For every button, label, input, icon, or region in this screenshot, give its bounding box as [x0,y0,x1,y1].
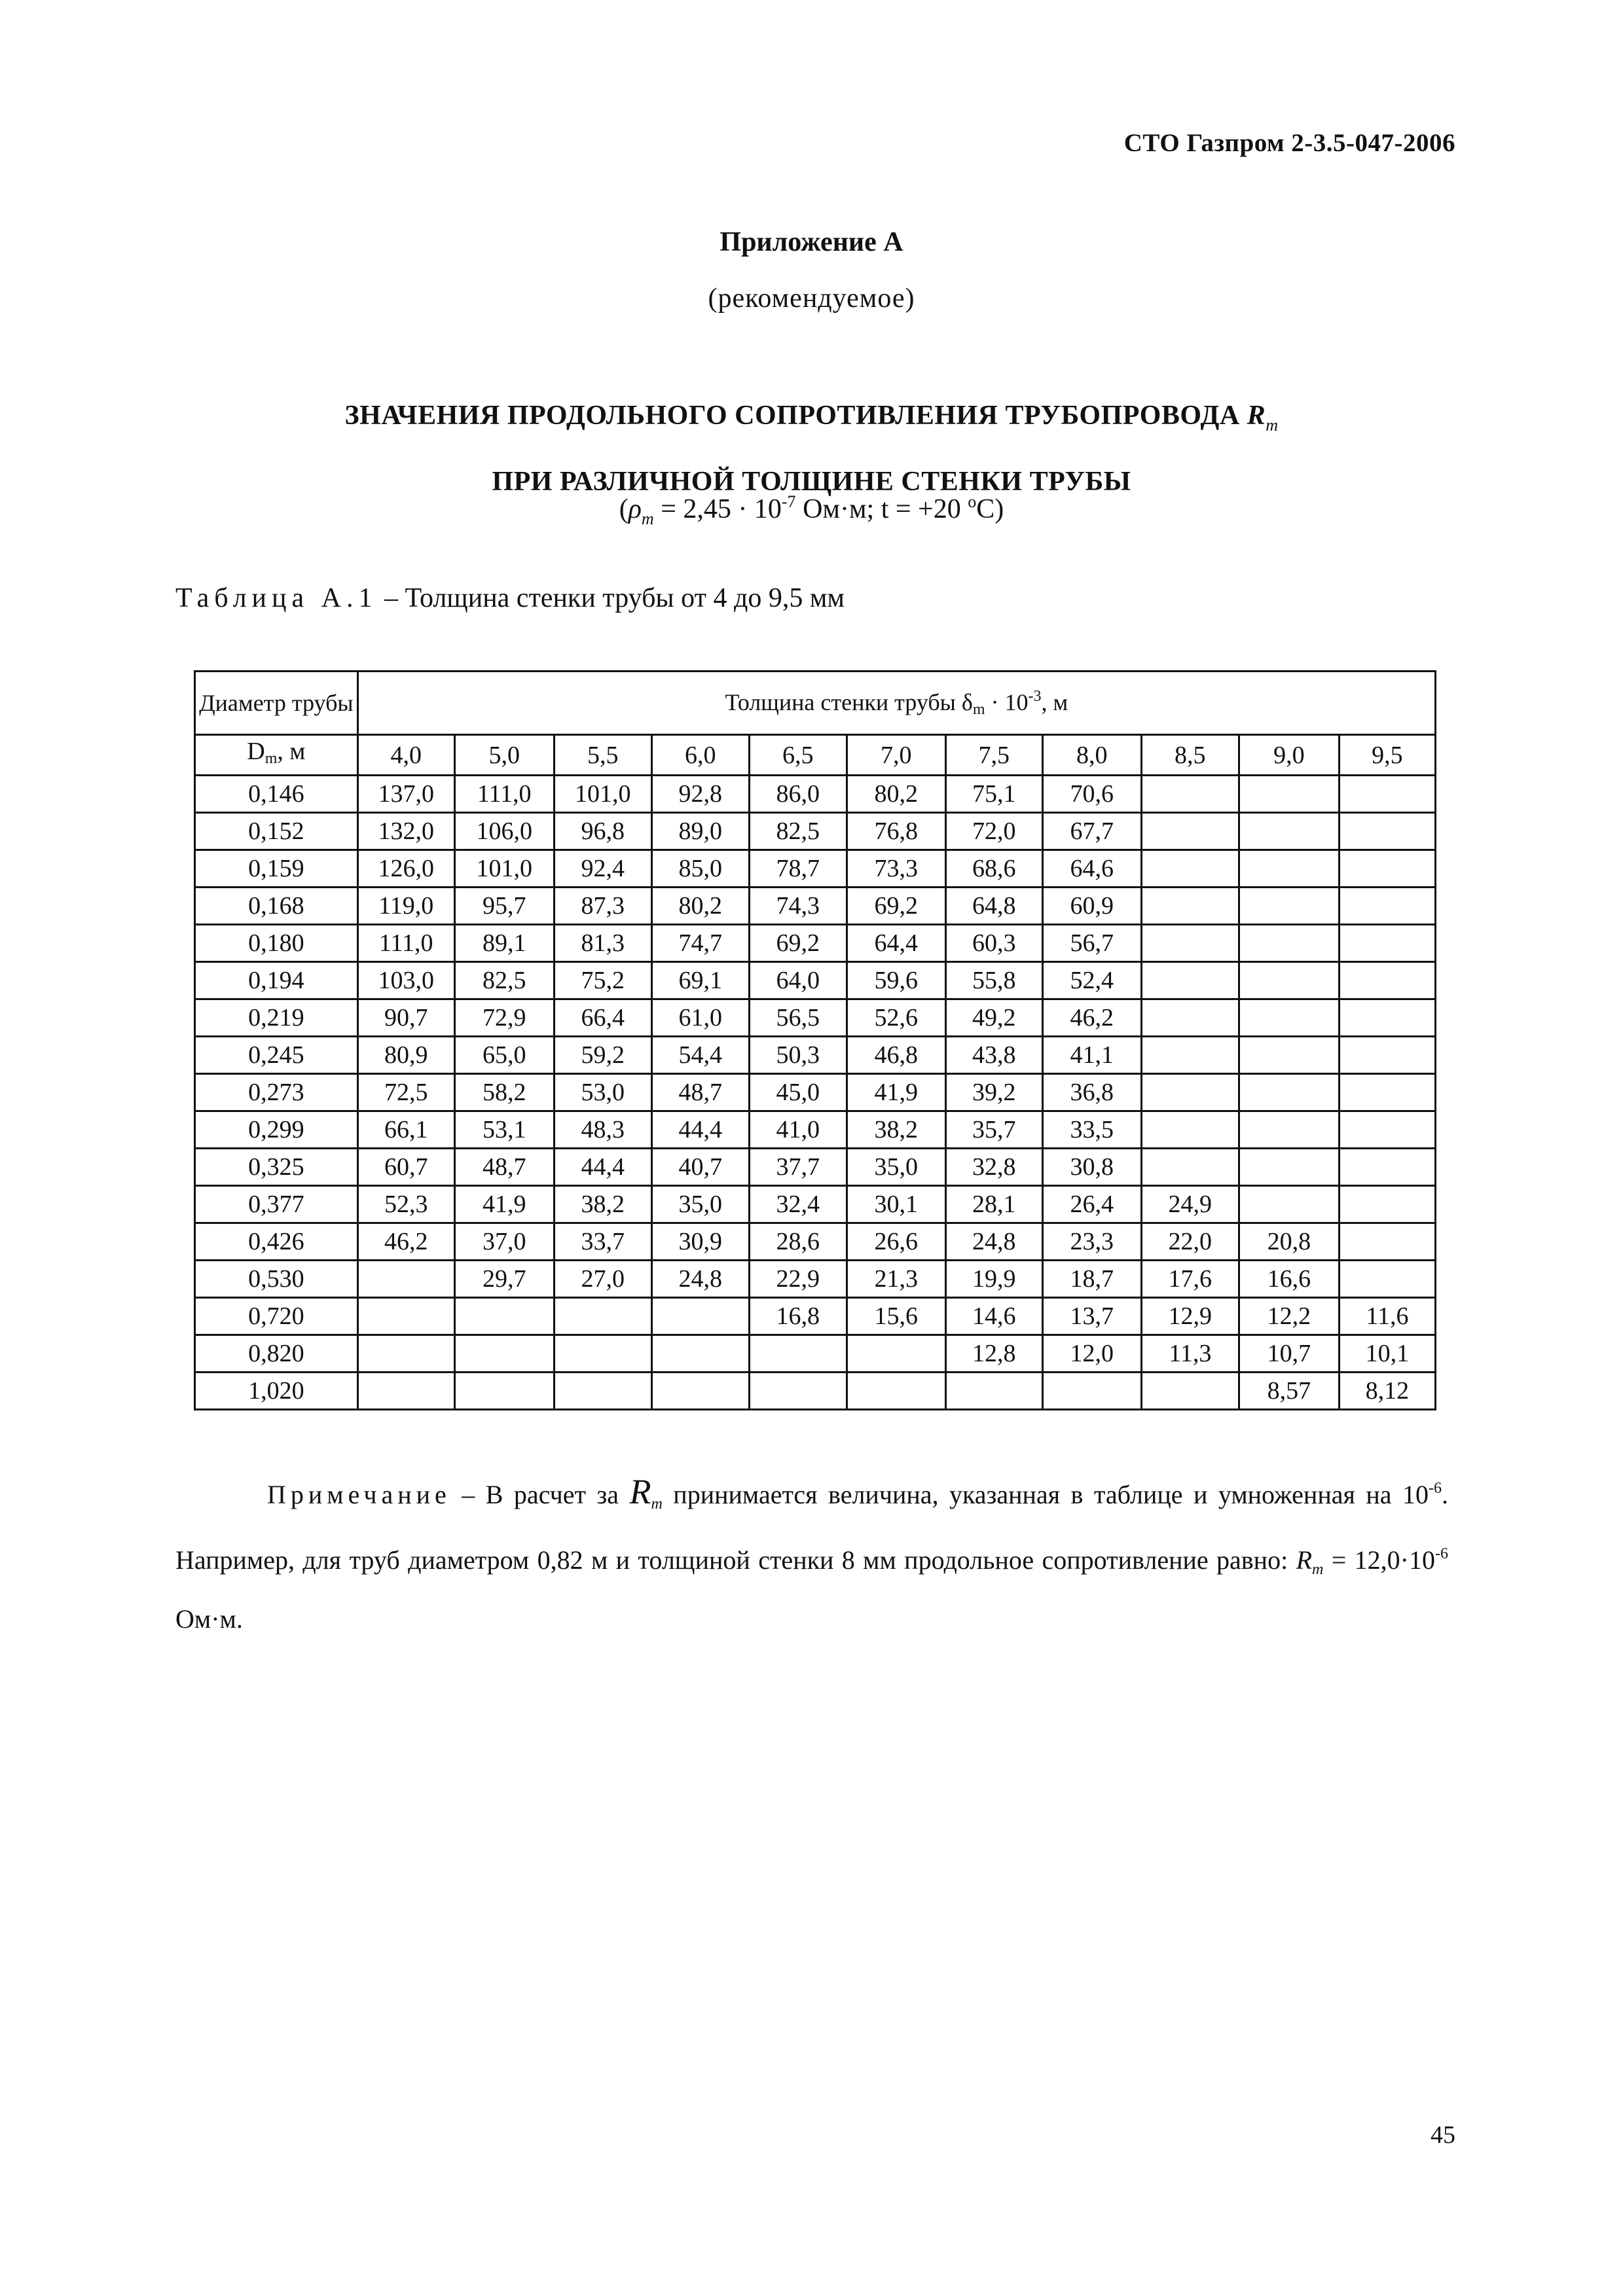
resistance-cell: 66,1 [357,1111,454,1149]
resistance-cell [847,1335,945,1372]
table-header-row [195,672,1436,735]
resistance-cell: 73,3 [847,850,945,888]
thickness-col-header: 4,0 [357,735,454,776]
resistance-cell: 37,0 [454,1223,554,1261]
resistance-cell [454,1298,554,1335]
resistance-cell: 35,0 [847,1149,945,1186]
resistance-cell [1339,1111,1435,1149]
resistance-cell: 82,5 [749,813,847,850]
resistance-cell: 60,3 [945,925,1042,962]
resistance-cell [651,1298,749,1335]
resistance-cell: 45,0 [749,1074,847,1111]
table-body [195,776,1436,1410]
resistance-cell: 44,4 [651,1111,749,1149]
diameter-cell: 0,273 [195,1074,358,1111]
resistance-cell: 119,0 [357,888,454,925]
resistance-cell: 96,8 [554,813,651,850]
resistance-cell [1339,813,1435,850]
resistance-cell: 35,7 [945,1111,1042,1149]
resistance-cell: 35,0 [651,1186,749,1223]
resistance-cell: 80,2 [847,776,945,813]
resistance-cell: 37,7 [749,1149,847,1186]
table-row [195,888,1436,925]
resistance-cell: 53,1 [454,1111,554,1149]
diameter-cell: 0,219 [195,999,358,1037]
resistance-cell [1239,1074,1339,1111]
resistance-cell: 103,0 [357,962,454,999]
resistance-cell [1141,999,1239,1037]
resistance-cell: 48,7 [651,1074,749,1111]
resistance-cell: 46,2 [357,1223,454,1261]
table-caption-label: Таблица А.1 [175,583,378,613]
resistance-cell: 137,0 [357,776,454,813]
resistance-cell: 14,6 [945,1298,1042,1335]
resistance-cell: 101,0 [554,776,651,813]
resistance-cell [1339,962,1435,999]
table-row [195,1037,1436,1074]
resistance-cell [1239,1037,1339,1074]
resistance-cell: 38,2 [847,1111,945,1149]
resistance-cell [1239,1149,1339,1186]
table-row [195,1223,1436,1261]
resistance-cell: 44,4 [554,1149,651,1186]
diameter-cell: 0,325 [195,1149,358,1186]
main-title-line-1: ЗНАЧЕНИЯ ПРОДОЛЬНОГО СОПРОТИВЛЕНИЯ ТРУБОПРОВОДА $R_m$ [344,401,1279,435]
resistance-cell [1339,925,1435,962]
table-row [195,776,1436,813]
thickness-col-header: 6,0 [651,735,749,776]
diameter-cell: 0,180 [195,925,358,962]
resistance-cell: 52,3 [357,1186,454,1223]
table-row [195,1261,1436,1298]
resistance-cell: 59,6 [847,962,945,999]
resistance-cell: 49,2 [945,999,1042,1037]
resistance-cell [1239,850,1339,888]
resistance-cell: 33,5 [1042,1111,1141,1149]
resistance-cell: 24,8 [945,1223,1042,1261]
resistance-cell: 64,6 [1042,850,1141,888]
resistance-cell [1339,888,1435,925]
resistance-cell: 69,2 [749,925,847,962]
resistance-cell: 8,57 [1239,1372,1339,1410]
note-paragraph: Примечание – В расчет за $R_m$ принимается величина, указанная в таблице и умноженная на $10^{-6}$. Например, для труб диаметром 0,82 м и толщиной стенки 8 мм продольное сопротивление равно: $R_m = 12,0\cdot 10^{-6}$ Ом·м. [175,1472,1448,1634]
resistance-cell: 61,0 [651,999,749,1037]
resistance-cell [1141,1372,1239,1410]
appendix-title: Приложение А [720,227,903,257]
resistance-cell: 58,2 [454,1074,554,1111]
resistance-cell: 90,7 [357,999,454,1037]
resistance-cell: 30,9 [651,1223,749,1261]
table-row [195,813,1436,850]
resistance-cell [1239,962,1339,999]
thickness-values-row [195,735,1436,776]
resistance-cell: 12,2 [1239,1298,1339,1335]
table-row [195,1335,1436,1372]
resistance-cell [357,1372,454,1410]
resistance-cell: 20,8 [1239,1223,1339,1261]
resistance-cell: 48,7 [454,1149,554,1186]
diameter-cell: 0,194 [195,962,358,999]
resistance-cell: 11,3 [1141,1335,1239,1372]
resistance-cell: 89,0 [651,813,749,850]
resistance-cell: 52,6 [847,999,945,1037]
diameter-cell: 0,530 [195,1261,358,1298]
resistance-cell: 85,0 [651,850,749,888]
resistance-cell: 38,2 [554,1186,651,1223]
diameter-cell: 0,146 [195,776,358,813]
resistance-cell: 92,8 [651,776,749,813]
resistance-cell [1339,850,1435,888]
resistance-cell: 126,0 [357,850,454,888]
table-row [195,850,1436,888]
resistance-cell [1339,1037,1435,1074]
resistance-cell [1141,1149,1239,1186]
resistance-cell: 8,12 [1339,1372,1435,1410]
thickness-col-header: 5,5 [554,735,651,776]
resistance-cell: 40,7 [651,1149,749,1186]
resistance-cell: 29,7 [454,1261,554,1298]
table-row [195,1298,1436,1335]
document-code: СТО Газпром 2-3.5-047-2006 [1123,129,1455,157]
resistance-cell [1239,813,1339,850]
resistance-cell [1339,1186,1435,1223]
resistance-cell [1239,888,1339,925]
table-row [195,999,1436,1037]
resistance-cell: 65,0 [454,1037,554,1074]
resistance-cell: 80,2 [651,888,749,925]
resistance-cell: 70,6 [1042,776,1141,813]
resistance-cell [1339,1149,1435,1186]
resistance-cell: 64,8 [945,888,1042,925]
diameter-cell: 1,020 [195,1372,358,1410]
table-row [195,1186,1436,1223]
page-number: 45 [1431,2121,1455,2149]
resistance-cell: 41,1 [1042,1037,1141,1074]
resistance-cell [1239,999,1339,1037]
resistance-cell: 66,4 [554,999,651,1037]
resistance-cell: 50,3 [749,1037,847,1074]
resistance-cell: 43,8 [945,1037,1042,1074]
diameter-cell: 0,377 [195,1186,358,1223]
diameter-cell: 0,168 [195,888,358,925]
resistance-cell [1141,925,1239,962]
resistance-cell: 10,7 [1239,1335,1339,1372]
resistance-cell [554,1372,651,1410]
resistance-cell: 87,3 [554,888,651,925]
resistance-cell: 33,7 [554,1223,651,1261]
resistance-cell [357,1298,454,1335]
resistance-cell: 69,2 [847,888,945,925]
resistance-cell [1141,813,1239,850]
resistance-cell: 12,8 [945,1335,1042,1372]
resistance-cell: 24,9 [1141,1186,1239,1223]
resistance-cell [1339,1261,1435,1298]
resistance-cell: 18,7 [1042,1261,1141,1298]
formula-line: ($\rho_m = 2,45 \cdot 10^{-7}$ Ом·м; t = +20 $^о$С) [619,492,1004,528]
resistance-cell: 75,1 [945,776,1042,813]
resistance-cell: 27,0 [554,1261,651,1298]
resistance-cell [1141,888,1239,925]
resistance-cell: 12,0 [1042,1335,1141,1372]
resistance-cell: 30,8 [1042,1149,1141,1186]
diameter-cell: 0,820 [195,1335,358,1372]
resistance-cell: 26,6 [847,1223,945,1261]
resistance-cell: 32,4 [749,1186,847,1223]
resistance-cell: 69,1 [651,962,749,999]
resistance-cell: 46,2 [1042,999,1141,1037]
table-row [195,925,1436,962]
resistance-cell: 106,0 [454,813,554,850]
table-row [195,962,1436,999]
resistance-cell: 72,9 [454,999,554,1037]
resistance-cell: 54,4 [651,1037,749,1074]
resistance-cell: 132,0 [357,813,454,850]
resistance-cell: 74,3 [749,888,847,925]
table-row [195,1111,1436,1149]
resistance-cell [945,1372,1042,1410]
resistance-cell: 60,7 [357,1149,454,1186]
resistance-cell: 15,6 [847,1298,945,1335]
resistance-cell: 11,6 [1339,1298,1435,1335]
resistance-cell: 36,8 [1042,1074,1141,1111]
resistance-cell [1141,1037,1239,1074]
resistance-cell: 23,3 [1042,1223,1141,1261]
resistance-cell: 95,7 [454,888,554,925]
diameter-cell: 0,720 [195,1298,358,1335]
resistance-cell: 21,3 [847,1261,945,1298]
resistance-cell: 24,8 [651,1261,749,1298]
resistance-cell: 64,4 [847,925,945,962]
resistance-cell: 26,4 [1042,1186,1141,1223]
resistance-cell [651,1372,749,1410]
resistance-cell: 55,8 [945,962,1042,999]
resistance-cell: 48,3 [554,1111,651,1149]
main-title-line-2: ПРИ РАЗЛИЧНОЙ ТОЛЩИНЕ СТЕНКИ ТРУБЫ [492,467,1131,497]
resistance-cell: 16,8 [749,1298,847,1335]
resistance-cell: 19,9 [945,1261,1042,1298]
resistance-cell: 16,6 [1239,1261,1339,1298]
resistance-cell [749,1372,847,1410]
resistance-cell [1141,1074,1239,1111]
resistance-cell [1141,850,1239,888]
resistance-cell [1141,1111,1239,1149]
resistance-cell: 60,9 [1042,888,1141,925]
diameter-cell: 0,245 [195,1037,358,1074]
resistance-cell: 30,1 [847,1186,945,1223]
resistance-cell: 76,8 [847,813,945,850]
resistance-cell: 59,2 [554,1037,651,1074]
resistance-cell: 41,9 [847,1074,945,1111]
resistance-cell [1339,1074,1435,1111]
resistance-cell: 75,2 [554,962,651,999]
resistance-cell [1339,999,1435,1037]
resistance-cell: 80,9 [357,1037,454,1074]
resistance-cell: 86,0 [749,776,847,813]
resistance-table [194,670,1436,1410]
diameter-cell: 0,299 [195,1111,358,1149]
resistance-cell: 53,0 [554,1074,651,1111]
resistance-cell: 52,4 [1042,962,1141,999]
resistance-cell: 28,1 [945,1186,1042,1223]
resistance-cell [1239,1111,1339,1149]
thickness-col-header: 8,5 [1141,735,1239,776]
resistance-cell: 10,1 [1339,1335,1435,1372]
resistance-cell: 111,0 [357,925,454,962]
thickness-col-header: 9,0 [1239,735,1339,776]
thickness-header: Толщина стенки трубы $\delta_m \cdot 10^{-3}$, м [357,672,1435,735]
resistance-cell [1042,1372,1141,1410]
resistance-cell: 39,2 [945,1074,1042,1111]
table-row [195,1149,1436,1186]
resistance-cell: 56,7 [1042,925,1141,962]
table-row [195,1074,1436,1111]
resistance-cell: 56,5 [749,999,847,1037]
resistance-cell: 74,7 [651,925,749,962]
table-caption [175,583,845,614]
main-title [0,387,1623,510]
appendix-subtitle: (рекомендуемое) [708,283,915,314]
resistance-cell: 101,0 [454,850,554,888]
resistance-cell [1141,776,1239,813]
resistance-cell [454,1372,554,1410]
resistance-cell: 68,6 [945,850,1042,888]
thickness-col-header: 6,5 [749,735,847,776]
resistance-cell [651,1335,749,1372]
resistance-cell: 92,4 [554,850,651,888]
resistance-cell [1339,1223,1435,1261]
thickness-col-header: 8,0 [1042,735,1141,776]
resistance-cell: 41,0 [749,1111,847,1149]
thickness-col-header: 7,0 [847,735,945,776]
table-row [195,1372,1436,1410]
resistance-cell: 28,6 [749,1223,847,1261]
resistance-cell: 17,6 [1141,1261,1239,1298]
table-caption-text: – Толщина стенки трубы от 4 до 9,5 мм [377,583,845,613]
resistance-cell: 72,5 [357,1074,454,1111]
resistance-cell: 22,0 [1141,1223,1239,1261]
resistance-cell: 22,9 [749,1261,847,1298]
resistance-cell: 81,3 [554,925,651,962]
diameter-header: Диаметр трубы [195,672,358,735]
resistance-cell: 12,9 [1141,1298,1239,1335]
diameter-cell: 0,426 [195,1223,358,1261]
resistance-cell: 64,0 [749,962,847,999]
resistance-cell: 72,0 [945,813,1042,850]
thickness-col-header: 9,5 [1339,735,1435,776]
resistance-cell: 46,8 [847,1037,945,1074]
resistance-cell [1239,1186,1339,1223]
thickness-col-header: 7,5 [945,735,1042,776]
resistance-cell: 89,1 [454,925,554,962]
resistance-cell [357,1335,454,1372]
resistance-cell [357,1261,454,1298]
resistance-cell: 78,7 [749,850,847,888]
diameter-cell: 0,152 [195,813,358,850]
resistance-cell [554,1335,651,1372]
resistance-cell: 67,7 [1042,813,1141,850]
resistance-cell [1239,776,1339,813]
thickness-col-header: 5,0 [454,735,554,776]
resistance-cell: 13,7 [1042,1298,1141,1335]
resistance-cell [1239,925,1339,962]
dm-header: $D_m$, м [195,735,358,776]
resistance-cell: 111,0 [454,776,554,813]
resistance-cell: 82,5 [454,962,554,999]
resistance-cell [749,1335,847,1372]
resistance-cell [554,1298,651,1335]
resistance-cell [1339,776,1435,813]
resistance-cell: 41,9 [454,1186,554,1223]
diameter-cell: 0,159 [195,850,358,888]
resistance-cell [847,1372,945,1410]
note-label: Примечание [267,1480,451,1509]
resistance-cell: 32,8 [945,1149,1042,1186]
resistance-cell [454,1335,554,1372]
resistance-cell [1141,962,1239,999]
